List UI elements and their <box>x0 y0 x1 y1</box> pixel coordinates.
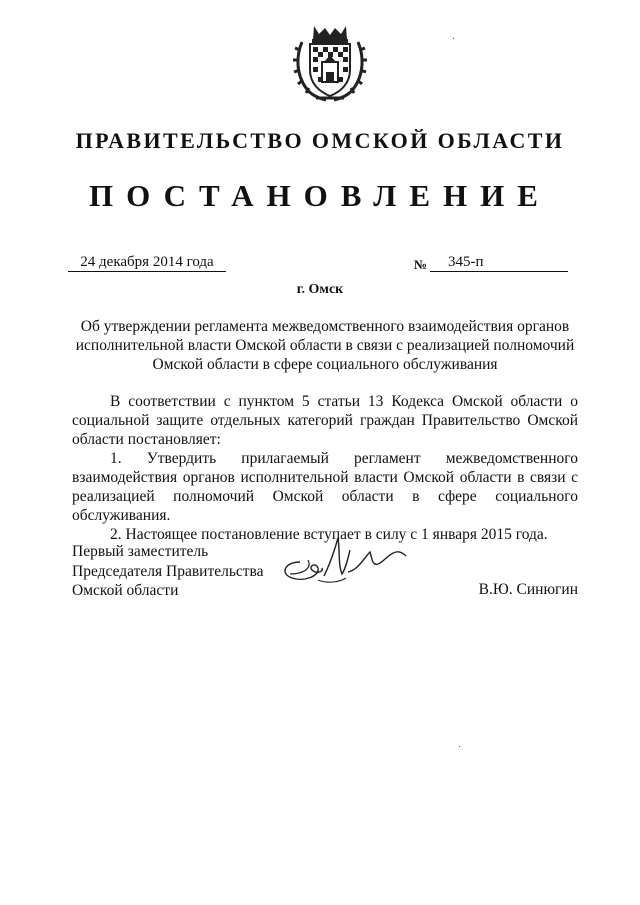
scan-speck: · <box>452 34 456 45</box>
preamble-paragraph: В соответствии с пунктом 5 статьи 13 Кодекса Омской области о социальной защите отдельных категорий граждан Правительство Омской области постановляет: <box>72 393 578 448</box>
decree-number: 345-п <box>448 254 484 270</box>
document-type-title: ПОСТАНОВЛЕНИЕ <box>89 178 551 213</box>
coat-of-arms-emblem <box>292 22 368 104</box>
item-2-paragraph: 2. Настоящее постановление вступает в силу с 1 января 2015 года. <box>110 526 548 543</box>
scan-speck: · <box>458 742 462 753</box>
decree-number-field <box>430 254 568 272</box>
decree-date: 24 декабря 2014 года <box>68 254 226 272</box>
number-sign: № <box>414 257 428 272</box>
position-line: Председателя Правительства <box>72 562 264 580</box>
signatory-position <box>72 542 264 601</box>
position-line: Омской области <box>72 582 179 599</box>
city-label: г. Омск <box>296 282 344 297</box>
government-title: ПРАВИТЕЛЬСТВО ОМСКОЙ ОБЛАСТИ <box>75 128 565 153</box>
decree-body <box>72 392 578 544</box>
signatory-name: В.Ю. Синюгин <box>478 581 578 598</box>
decree-subject: Об утверждении регламента межведомственного взаимодействия органов исполнительной власти Омской области в связи с реализацией полномочий Омской области в сфере социального обслуживания <box>75 318 575 373</box>
handwritten-signature <box>278 528 410 590</box>
position-line: Первый заместитель <box>72 543 209 560</box>
item-1-paragraph: 1. Утвердить прилагаемый регламент межведомственного взаимодействия органов исполнительной власти Омской области в связи с реализацией полномочий Омской области в сфере социального обслуживания. <box>72 450 578 524</box>
